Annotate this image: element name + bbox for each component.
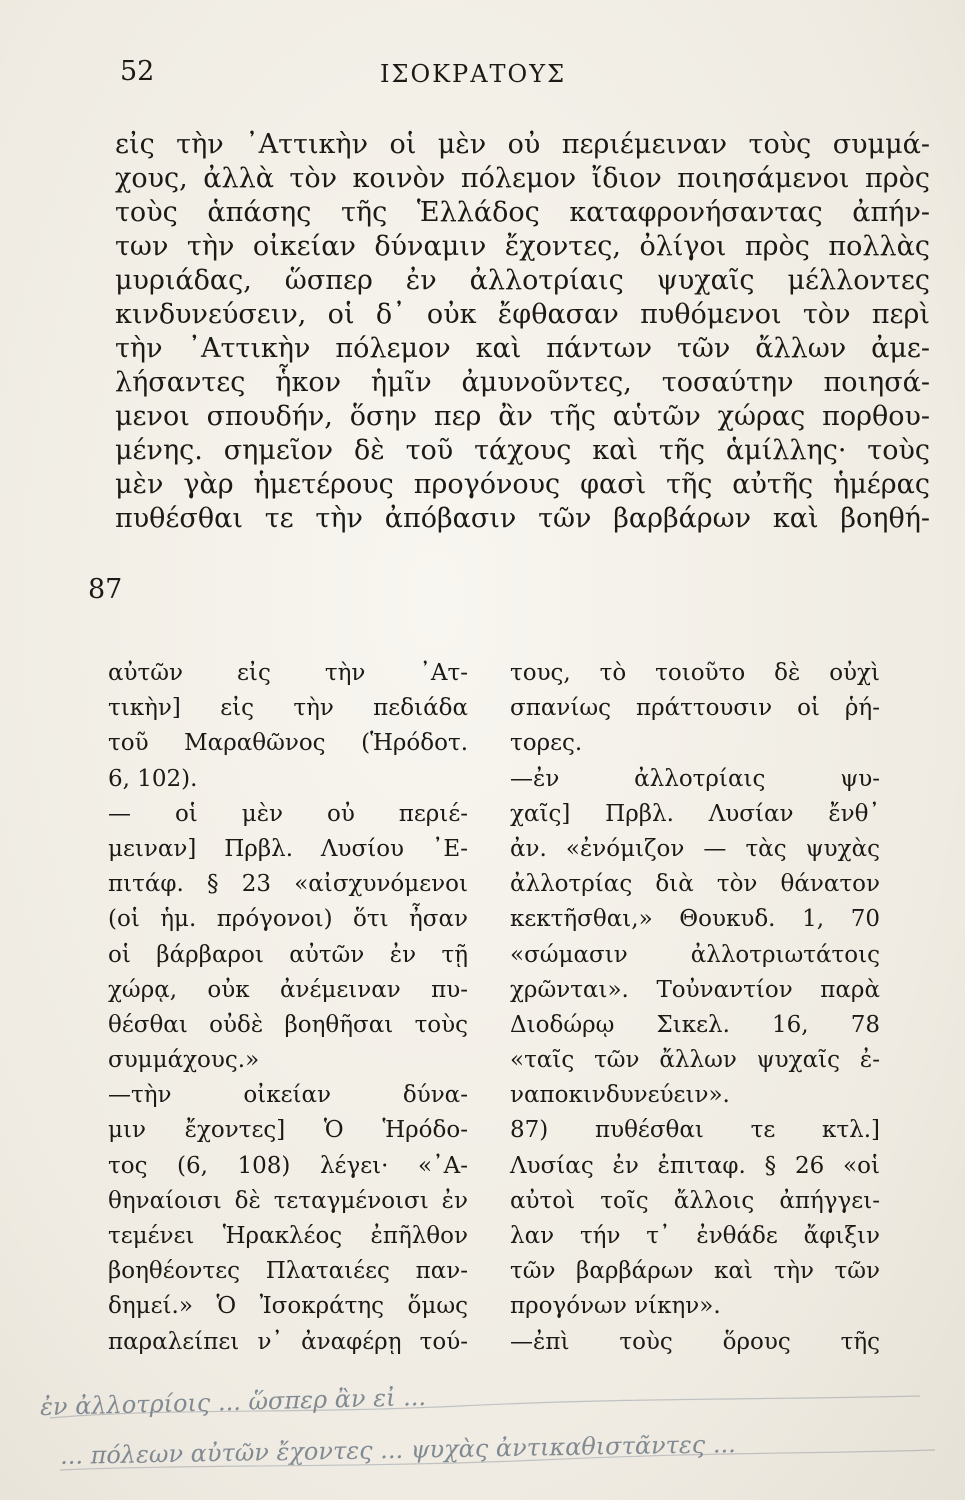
- main-text-line: χους, ἀλλὰ τὸν κοινὸν πόλεμον ἴδιον ποιησάμενοι πρὸς: [115, 163, 930, 194]
- notes-right-column: [510, 656, 880, 1360]
- note-line: λαν τήν τ᾽ ἐνθάδε ἄφιξιν: [510, 1223, 880, 1249]
- note-line: τῶν βαρβάρων καὶ τὴν τῶν: [510, 1258, 880, 1285]
- note-line: χαῖς] Πρβλ. Λυσίαν ἔνθ᾽: [510, 800, 880, 827]
- note-line: μιν ἔχοντες] Ὁ Ἡρόδο-: [108, 1117, 468, 1144]
- note-line: —ἐν ἀλλοτρίαις ψυ-: [510, 765, 880, 792]
- note-line: αὐτῶν εἰς τὴν ᾽Ατ-: [108, 660, 468, 686]
- note-line: τικὴν] εἰς τὴν πεδιάδα: [108, 695, 468, 722]
- main-text-line: τοὺς ἁπάσης τῆς Ἑλλάδος καταφρονήσαντας ἀπήν-: [115, 197, 930, 228]
- note-line: 87) πυθέσθαι τε κτλ.]: [510, 1117, 880, 1144]
- main-text-line: πυθέσθαι τε τὴν ἀπόβασιν τῶν βαρβάρων καὶ βοηθή-: [115, 503, 930, 534]
- note-line: ναποκινδυνεύειν».: [510, 1082, 730, 1109]
- note-line: Διοδώρῳ Σικελ. 16, 78: [510, 1011, 880, 1038]
- note-line: τορες.: [510, 730, 583, 757]
- note-line: —τὴν οἰκείαν δύνα-: [108, 1082, 468, 1109]
- main-text-line: εἰς τὴν ᾽Αττικὴν οἱ μὲν οὐ περιέμειναν τοὺς συμμά-: [115, 129, 930, 160]
- page-number: 52: [120, 56, 155, 87]
- note-line: ἀν. «ἐνόμιζον — τὰς ψυχὰς: [510, 835, 880, 862]
- margin-section-number: 87: [88, 574, 123, 605]
- note-line: «σώμασιν ἀλλοτριωτάτοις: [510, 941, 880, 968]
- note-line: 6, 102).: [108, 765, 198, 792]
- note-line: «ταῖς τῶν ἄλλων ψυχαῖς ἐ-: [510, 1047, 880, 1074]
- handwriting-line: ... πόλεων αὐτῶν ἔχοντες ... ψυχὰς ἀντικαθιστᾶντες ...: [59, 1430, 736, 1470]
- note-line: αὐτοὶ τοῖς ἄλλοις ἀπήγγει-: [510, 1187, 880, 1214]
- note-line: μειναν] Πρβλ. Λυσίου ᾽Ε-: [108, 835, 468, 862]
- note-line: τος (6, 108) λέγει· «᾽Α-: [108, 1152, 468, 1179]
- main-text-line: των τὴν οἰκείαν δύναμιν ἔχοντες, ὀλίγοι πρὸς πολλὰς: [115, 231, 930, 262]
- main-text-block: [115, 128, 930, 536]
- main-text-line: λήσαντες ἧκον ἡμῖν ἀμυνοῦντες, τοσαύτην ποιησά-: [115, 367, 930, 398]
- note-line: —ἐπὶ τοὺς ὅρους τῆς: [510, 1328, 880, 1355]
- note-line: βοηθέοντες Πλαταιέες παν-: [108, 1258, 468, 1285]
- note-line: ἀλλοτρίας διὰ τὸν θάνατον: [510, 871, 880, 898]
- main-text-line: μυριάδας, ὥσπερ ἐν ἀλλοτρίαις ψυχαῖς μέλλοντες: [115, 265, 930, 296]
- note-line: τοῦ Μαραθῶνος (Ἡρόδοτ.: [108, 730, 468, 757]
- note-line: θέσθαι οὐδὲ βοηθῆσαι τοὺς: [108, 1011, 468, 1038]
- note-line: συμμάχους.»: [108, 1047, 260, 1074]
- note-line: οἱ βάρβαροι αὐτῶν ἐν τῇ: [108, 941, 468, 968]
- note-line: θηναίοισι δὲ τεταγμένοισι ἐν: [108, 1187, 468, 1214]
- note-line: Λυσίας ἐν ἐπιταφ. § 26 «οἱ: [510, 1152, 880, 1179]
- main-text-line: κινδυνεύσειν, οἱ δ᾽ οὐκ ἔφθασαν πυθόμενοι τὸν περὶ: [115, 299, 930, 330]
- note-line: προγόνων νίκην».: [510, 1293, 721, 1320]
- note-line: παραλείπει ν᾽ ἀναφέρῃ τού-: [108, 1328, 468, 1355]
- note-line: πιτάφ. § 23 «αἰσχυνόμενοι: [108, 871, 468, 898]
- note-line: τους, τὸ τοιοῦτο δὲ οὐχὶ: [510, 660, 880, 686]
- main-text-line: μενοι σπουδήν, ὅσην περ ἂν τῆς αὑτῶν χώρας πορθου-: [115, 401, 930, 432]
- note-line: (οἱ ἡμ. πρόγονοι) ὅτι ἦσαν: [108, 906, 468, 933]
- main-text-line: τὴν ᾽Αττικὴν πόλεμον καὶ πάντων τῶν ἄλλων ἀμε-: [115, 333, 930, 364]
- notes-left-column: [108, 656, 468, 1360]
- main-text-line: μὲν γὰρ ἡμετέρους προγόνους φασὶ τῆς αὐτῆς ἡμέρας: [115, 469, 930, 500]
- note-line: χώρᾳ, οὐκ ἀνέμειναν πυ-: [108, 976, 468, 1003]
- note-line: δημεί.» Ὁ Ἰσοκράτης ὅμως: [108, 1293, 468, 1320]
- note-line: κεκτῆσθαι,» Θουκυδ. 1, 70: [510, 906, 880, 933]
- note-line: τεμένει Ἡρακλέος ἐπῆλθον: [108, 1223, 468, 1249]
- handwritten-annotation: [40, 1378, 940, 1488]
- handwriting-line: ἐν ἀλλοτρίοις ... ὥσπερ ἂν εἰ ...: [39, 1382, 427, 1422]
- main-text-line: μένης. σημεῖον δὲ τοῦ τάχους καὶ τῆς ἁμίλλης· τοὺς: [115, 435, 930, 466]
- note-line: — οἱ μὲν οὐ περιέ-: [108, 800, 468, 827]
- note-line: σπανίως πράττουσιν οἱ ῥή-: [510, 695, 880, 722]
- note-line: χρῶνται». Τοὐναντίον παρὰ: [510, 976, 880, 1003]
- running-title: ΙΣΟΚΡΑΤΟΥΣ: [380, 60, 567, 88]
